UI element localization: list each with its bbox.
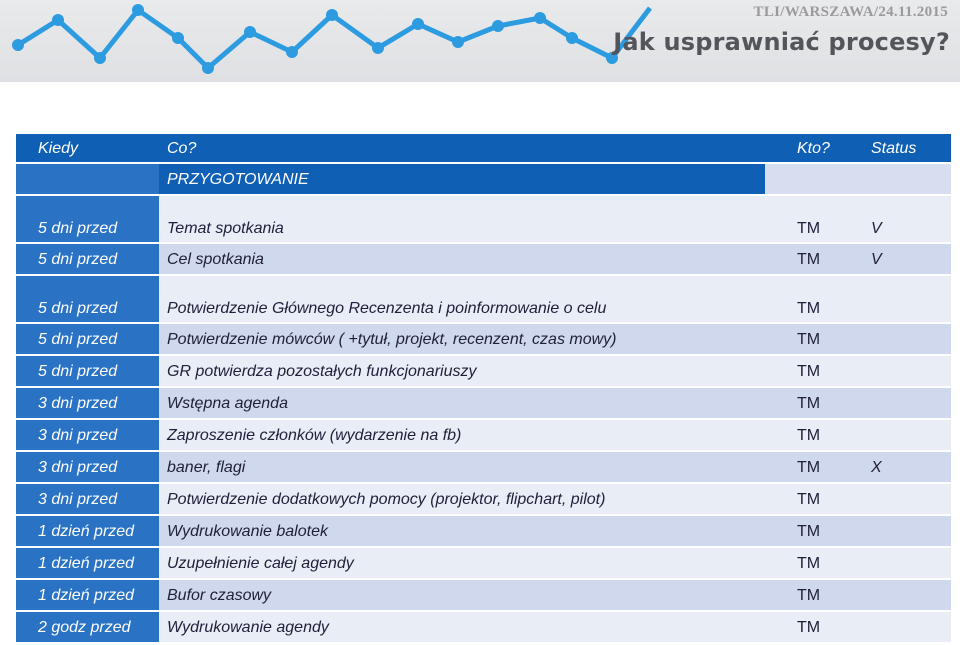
table-header-row: [16, 134, 951, 164]
graph-point: [286, 46, 298, 58]
cell-task: Bufor czasowy: [159, 580, 765, 612]
cell-task: Wstępna agenda: [159, 388, 765, 420]
graph-point: [132, 4, 144, 16]
cell-task: Zaproszenie członków (wydarzenie na fb): [159, 420, 765, 452]
cell-when: 1 dzień przed: [16, 548, 159, 580]
graph-point: [534, 12, 546, 24]
graph-point: [326, 9, 338, 21]
table-row: [16, 244, 951, 276]
table-row: [16, 484, 951, 516]
cell-who: TM: [765, 548, 841, 580]
cell-when: 3 dni przed: [16, 484, 159, 516]
cell-when: 5 dni przed: [16, 324, 159, 356]
cell-task: Cel spotkania: [159, 244, 765, 276]
cell-who: TM: [765, 452, 841, 484]
cell-who: TM: [765, 516, 841, 548]
cell-when: 5 dni przed: [16, 356, 159, 388]
graph-point: [372, 42, 384, 54]
cell-when: 3 dni przed: [16, 388, 159, 420]
cell-who: TM: [765, 388, 841, 420]
section-row: [16, 164, 951, 196]
cell-status: X: [841, 452, 951, 484]
graph-point: [244, 26, 256, 38]
graph-point: [52, 14, 64, 26]
header-when: Kiedy: [16, 134, 159, 164]
cell-status: [841, 356, 951, 388]
cell-who: TM: [765, 196, 841, 244]
table-row: [16, 388, 951, 420]
cell-status: [841, 548, 951, 580]
cell-status: [841, 484, 951, 516]
cell-task: Potwierdzenie dodatkowych pomocy (projektor, flipchart, pilot): [159, 484, 765, 516]
cell-task: Potwierdzenie mówców ( +tytuł, projekt, recenzent, czas mowy): [159, 324, 765, 356]
cell-when: 1 dzień przed: [16, 516, 159, 548]
graph-point: [492, 20, 504, 32]
graph-point: [172, 32, 184, 44]
cell-who: TM: [765, 484, 841, 516]
cell-status: V: [841, 196, 951, 244]
table-row: [16, 196, 951, 244]
cell-status: [841, 324, 951, 356]
cell-task: Wydrukowanie balotek: [159, 516, 765, 548]
cell-who: TM: [765, 244, 841, 276]
cell-status: V: [841, 244, 951, 276]
header-banner: [0, 0, 960, 82]
graph-point: [202, 62, 214, 74]
section-label: PRZYGOTOWANIE: [159, 164, 765, 196]
table-row: [16, 612, 951, 644]
table-row: [16, 276, 951, 324]
table-row: [16, 580, 951, 612]
cell-status: [841, 612, 951, 644]
cell-task: baner, flagi: [159, 452, 765, 484]
cell-when: 5 dni przed: [16, 244, 159, 276]
cell-when: 5 dni przed: [16, 276, 159, 324]
cell-when: 5 dni przed: [16, 196, 159, 244]
cell-who: TM: [765, 420, 841, 452]
cell-status: [841, 276, 951, 324]
cell-task: Potwierdzenie Głównego Recenzenta i poinformowanie o celu: [159, 276, 765, 324]
table-row: [16, 356, 951, 388]
cell-status: [841, 580, 951, 612]
cell-status: [841, 516, 951, 548]
cell-when: 3 dni przed: [16, 452, 159, 484]
table-row: [16, 324, 951, 356]
cell-task: Temat spotkania: [159, 196, 765, 244]
cell-when: 2 godz przed: [16, 612, 159, 644]
graph-point: [412, 18, 424, 30]
header-what: Co?: [159, 134, 765, 164]
page-title: Jak usprawniać procesy?: [613, 28, 950, 56]
header-who: Kto?: [765, 134, 841, 164]
event-tag: TLI/WARSZAWA/24.11.2015: [753, 4, 948, 20]
cell-task: GR potwierdza pozostałych funkcjonariuszy: [159, 356, 765, 388]
graph-point: [452, 36, 464, 48]
cell-who: TM: [765, 324, 841, 356]
table-row: [16, 420, 951, 452]
header-status: Status: [841, 134, 951, 164]
cell-when: 3 dni przed: [16, 420, 159, 452]
graph-point: [566, 32, 578, 44]
cell-when: 1 dzień przed: [16, 580, 159, 612]
cell-status: [841, 420, 951, 452]
cell-who: TM: [765, 276, 841, 324]
cell-who: TM: [765, 612, 841, 644]
cell-who: TM: [765, 356, 841, 388]
line-graph-icon: [0, 0, 660, 82]
cell-who: TM: [765, 580, 841, 612]
table-row: [16, 516, 951, 548]
cell-status: [841, 388, 951, 420]
table-row: [16, 548, 951, 580]
graph-point: [12, 39, 24, 51]
process-table: [16, 134, 951, 644]
cell-task: Wydrukowanie agendy: [159, 612, 765, 644]
table-row: [16, 452, 951, 484]
cell-task: Uzupełnienie całej agendy: [159, 548, 765, 580]
graph-point: [94, 52, 106, 64]
